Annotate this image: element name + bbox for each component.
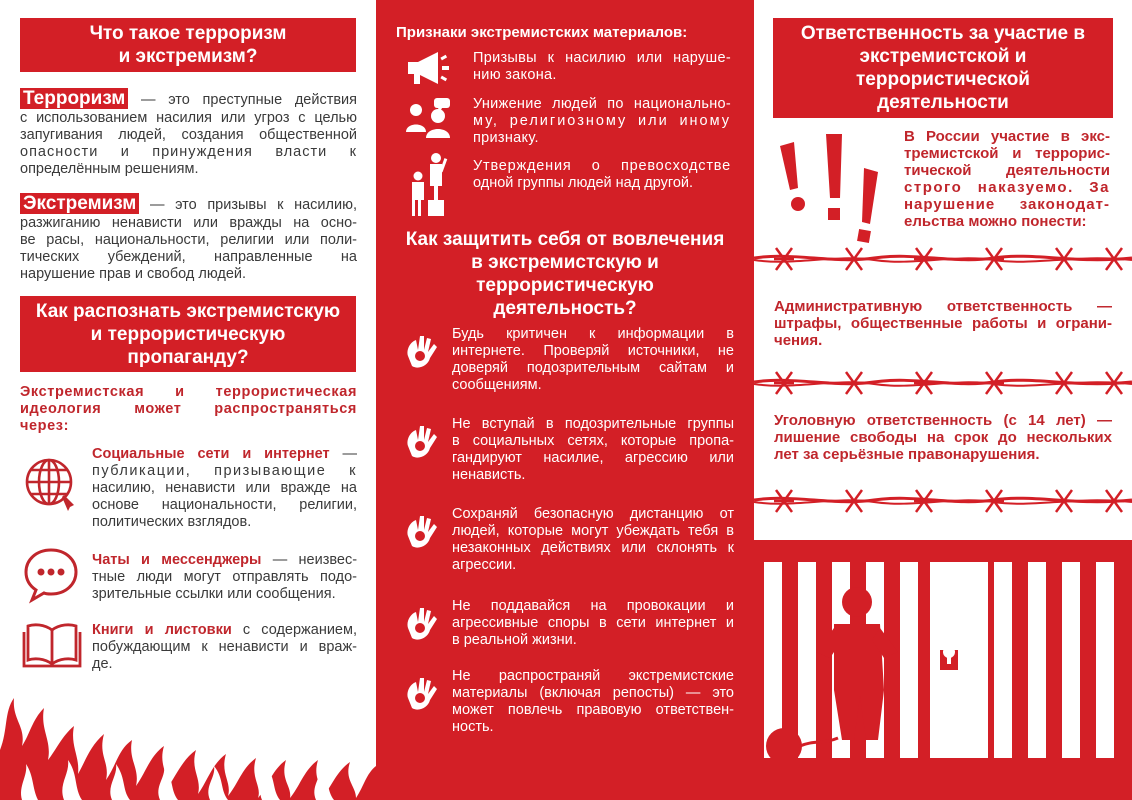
protect-title: Как защитить себя от вовлечения в экстремистскую и террористическую деятельность? bbox=[405, 229, 725, 319]
extremism-definition: Экстремизм — это призывы к насилию, разжиганию ненависти или вражды на осно- ве расы, национальности, религии или поли- тических убеждений, направленные на нарушение прав и свобод людей. bbox=[20, 193, 357, 282]
item-chats: Чаты и мессенджеры — неизвес- тные люди могут отправлять подо- зрительные ссылки или сообщения. bbox=[92, 552, 358, 602]
barbed-wire-icon bbox=[754, 480, 1132, 520]
tip-text: Будь критичен к информации в интернете. Проверяй источники, не доверяй подозрительным сайтам и сообщениям. bbox=[452, 326, 734, 393]
barbed-wire-icon bbox=[754, 238, 1132, 278]
prisoner-icon bbox=[754, 540, 1132, 800]
stop-hand-icon bbox=[400, 674, 440, 714]
tip-text: Не поддавайся на провокации и агрессивные споры в сети интернет и в реальной жизни. bbox=[452, 598, 734, 648]
tip-text: Не распространяй экстремистские материалы (включая репосты) — это может повлечь правовую ответствен- ность. bbox=[452, 668, 734, 735]
podium-icon bbox=[408, 150, 452, 220]
sign-humiliation: Унижение людей по национально- му, религиозному или иному признаку. bbox=[473, 96, 731, 146]
tip-text: Не вступай в подозрительные группы в социальных сетях, которые пропа- гандируют насилие, агрессию или ненависть. bbox=[452, 416, 734, 483]
terrorism-term: Терроризм bbox=[20, 88, 128, 109]
column-protect bbox=[376, 0, 754, 800]
flames-decoration bbox=[0, 690, 376, 800]
heading-what-is: Что такое терроризм и экстремизм? bbox=[20, 18, 356, 72]
criminal-responsibility: Уголовную ответственность (с 14 лет) — лишение свободы на срок до нескольких лет за серьёзные правонарушения. bbox=[774, 412, 1112, 463]
sign-superiority: Утверждения о превосходстве одной группы людей над другой. bbox=[473, 158, 731, 191]
stop-hand-icon bbox=[400, 512, 440, 552]
people-icon bbox=[404, 96, 456, 138]
tip-text: Сохраняй безопасную дистанцию от людей, которые могут убеждать тебя в незаконных действиях или склонять к агрессии. bbox=[452, 506, 734, 573]
russia-warning: В России участие в экс- тремистской и террорис- тической деятельности строго наказуемо. За нарушение законодат- ельства можно понести: bbox=[904, 128, 1110, 230]
stop-hand-icon bbox=[400, 422, 440, 462]
column-what-is bbox=[0, 0, 376, 800]
globe-icon bbox=[22, 455, 80, 513]
barbed-wire-icon bbox=[754, 362, 1132, 402]
administrative-responsibility: Административную ответственность — штрафы, общественные работы и ограни- чения. bbox=[774, 298, 1112, 349]
column-responsibility bbox=[754, 0, 1132, 800]
propaganda-intro: Экстремистская и террористическая идеология может распространяться через: bbox=[20, 384, 357, 434]
signs-title: Признаки экстремистских материалов: bbox=[396, 24, 688, 41]
extremism-term: Экстремизм bbox=[20, 193, 139, 214]
megaphone-icon bbox=[404, 48, 450, 88]
stop-hand-icon bbox=[400, 604, 440, 644]
item-books: Книги и листовки с содержанием, побуждающим к ненависти и враж- де. bbox=[92, 622, 357, 672]
exclamation-icon bbox=[768, 128, 898, 243]
terrorism-definition: Терроризм — это преступные действия с использованием насилия или угроз с целью запугивания людей, создания общественной опасности и принуждения власти к определённым решениям. bbox=[20, 88, 358, 177]
sign-violence: Призывы к насилию или наруше- нию закона. bbox=[473, 50, 731, 83]
stop-hand-icon bbox=[400, 332, 440, 372]
heading-responsibility: Ответственность за участие в экстремистской и террористической деятельности bbox=[773, 18, 1113, 118]
item-social-networks: Социальные сети и интернет — публикации, призывающие к насилию, ненависти или вражде на основе национальности, религии, политических взглядов. bbox=[92, 446, 357, 530]
chat-icon bbox=[22, 546, 80, 604]
heading-recognize: Как распознать экстремистскую и террористическую пропаганду? bbox=[20, 296, 356, 372]
book-icon bbox=[22, 620, 82, 670]
